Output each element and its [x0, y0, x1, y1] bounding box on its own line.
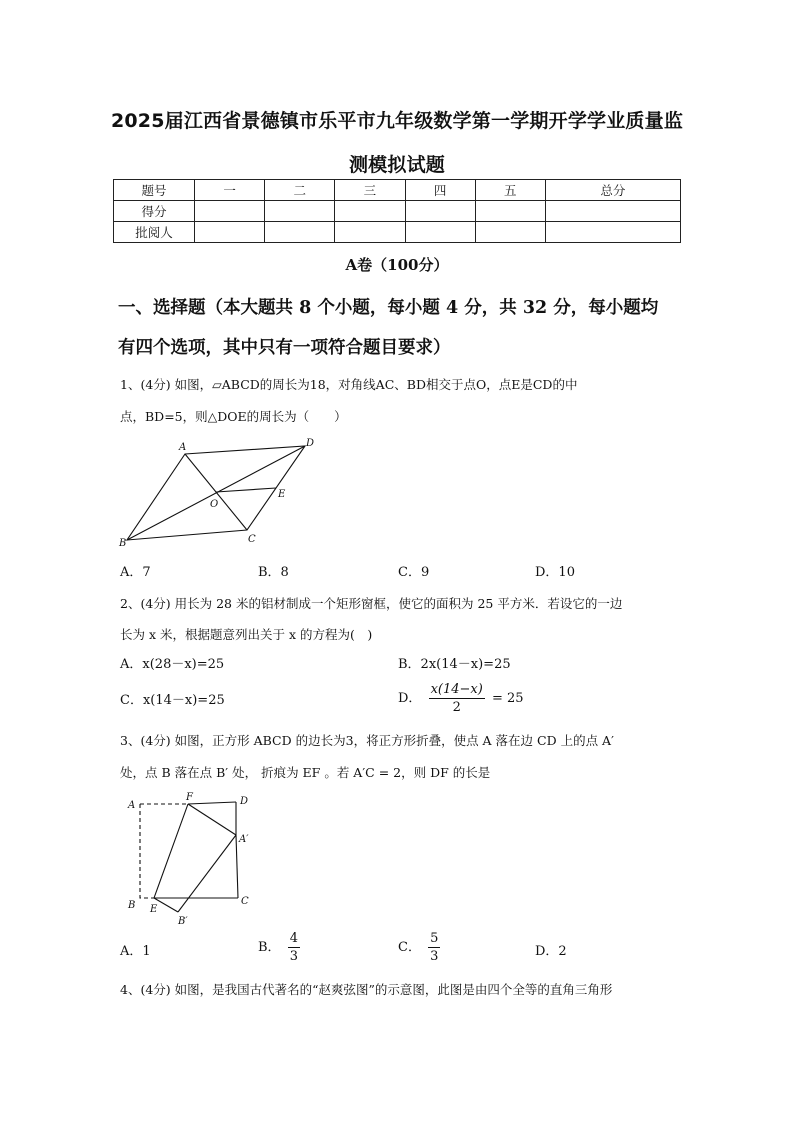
- score-cell[interactable]: [265, 201, 335, 222]
- question-2-line-2: 长为 x 米，根据题意列出关于 x 的方程为( ): [120, 627, 373, 642]
- fraction-denominator: 3: [289, 949, 298, 964]
- label-d: D: [306, 438, 315, 449]
- question-1-figure: [115, 436, 315, 550]
- score-table-row: [114, 201, 681, 222]
- score-header-cell: 五: [475, 180, 545, 201]
- fold-line-ef: [154, 804, 188, 898]
- question-3-option-c-label: C．: [398, 940, 421, 955]
- segment-eb-prime: [154, 898, 178, 912]
- question-2-option-d-rhs: = 25: [491, 691, 524, 706]
- score-table-header-row: [114, 180, 681, 201]
- question-2-option-c[interactable]: C．x(14－x)=25: [120, 693, 225, 708]
- fraction-denominator: 2: [452, 700, 461, 715]
- question-3-option-a[interactable]: A．1: [120, 944, 151, 959]
- fraction: [429, 681, 485, 716]
- fraction-numerator: x(14−x): [430, 682, 483, 697]
- question-3-line-2: 处，点 B 落在点 B′ 处， 折痕为 EF 。若 A′C = 2，则 DF 的长是: [120, 765, 491, 780]
- section-1-heading-line-2: 有四个选项，其中只有一项符合题目要求）: [118, 338, 451, 358]
- label-d: D: [240, 796, 249, 807]
- question-2-option-d-label: D．: [398, 691, 422, 706]
- fraction-numerator: 5: [430, 931, 439, 946]
- question-2-line-1: 2、(4分) 用长为 28 米的铝材制成一个矩形窗框，使它的面积为 25 平方米．若设它的一边: [120, 596, 623, 611]
- section-a-heading: A卷（100分）: [345, 256, 449, 274]
- fraction: [428, 930, 440, 965]
- fraction-denominator: 3: [430, 949, 439, 964]
- question-3-option-d[interactable]: D．2: [535, 944, 567, 959]
- label-a: A: [179, 442, 187, 453]
- score-cell[interactable]: [475, 201, 545, 222]
- score-header-cell: 题号: [114, 180, 195, 201]
- section-1-heading-line-1: 一、选择题（本大题共 8 个小题，每小题 4 分，共 32 分，每小题均: [118, 298, 659, 318]
- score-table-row: [114, 222, 681, 243]
- question-1-option-a[interactable]: A．7: [120, 565, 151, 580]
- label-b: B: [128, 900, 136, 911]
- original-square-dashed: [140, 804, 188, 898]
- score-cell[interactable]: [195, 201, 265, 222]
- question-1-option-d[interactable]: D．10: [535, 565, 575, 580]
- label-e: E: [150, 904, 158, 915]
- label-c: C: [241, 896, 249, 907]
- title-line-2: 测模拟试题: [348, 154, 445, 176]
- label-a: A: [128, 800, 136, 811]
- score-header-cell: 一: [195, 180, 265, 201]
- side-fd: [188, 802, 236, 804]
- score-cell[interactable]: [405, 201, 475, 222]
- question-2-option-a[interactable]: A．x(28－x)=25: [120, 657, 225, 672]
- score-row-label: 得分: [114, 201, 195, 222]
- question-4-line-1: 4、(4分) 如图，是我国古代著名的“赵爽弦图”的示意图，此图是由四个全等的直角三角形: [120, 982, 613, 997]
- question-1-line-2: 点，BD=5，则△DOE的周长为（ ）: [120, 409, 347, 424]
- score-cell[interactable]: [195, 222, 265, 243]
- side-ac: [236, 835, 238, 898]
- question-1-option-c[interactable]: C．9: [398, 565, 430, 580]
- question-1-option-b[interactable]: B．8: [258, 565, 289, 580]
- question-3-option-b-label: B．: [258, 940, 281, 955]
- score-header-cell: 总分: [545, 180, 680, 201]
- score-cell[interactable]: [265, 222, 335, 243]
- label-b-prime: B′: [178, 916, 188, 927]
- score-header-cell: 二: [265, 180, 335, 201]
- question-3-line-1: 3、(4分) 如图，正方形 ABCD 的边长为3，将正方形折叠，使点 A 落在边 CD 上的点 A′: [120, 733, 614, 748]
- label-f: F: [186, 792, 193, 803]
- segment-a-prime-b-prime: [178, 835, 236, 912]
- title-line-1: 2025届江西省景德镇市乐平市九年级数学第一学期开学学业质量监: [110, 110, 684, 132]
- label-b: B: [119, 538, 127, 549]
- score-header-cell: 四: [405, 180, 475, 201]
- question-2-option-d[interactable]: [398, 681, 618, 716]
- question-1-line-1: 1、(4分) 如图，▱ABCD的周长为18，对角线AC、BD相交于点O，点E是CD的中: [120, 377, 578, 392]
- score-cell[interactable]: [475, 222, 545, 243]
- label-o: O: [210, 499, 219, 510]
- label-c: C: [248, 534, 256, 545]
- fraction-numerator: 4: [289, 931, 298, 946]
- score-cell[interactable]: [405, 222, 475, 243]
- label-a-prime: A′: [239, 834, 249, 845]
- score-header-cell: 三: [335, 180, 405, 201]
- question-3-figure: [118, 790, 268, 930]
- label-e: E: [278, 489, 286, 500]
- score-cell[interactable]: [335, 222, 405, 243]
- fraction: [288, 930, 300, 965]
- question-3-option-b[interactable]: [258, 930, 378, 965]
- score-table: [113, 179, 681, 243]
- question-3-option-c[interactable]: [398, 930, 518, 965]
- score-cell[interactable]: [335, 201, 405, 222]
- segment-fa-prime: [188, 804, 236, 835]
- question-2-option-b[interactable]: B．2x(14－x)=25: [398, 657, 511, 672]
- score-row-label: 批阅人: [114, 222, 195, 243]
- score-cell[interactable]: [545, 222, 680, 243]
- score-cell[interactable]: [545, 201, 680, 222]
